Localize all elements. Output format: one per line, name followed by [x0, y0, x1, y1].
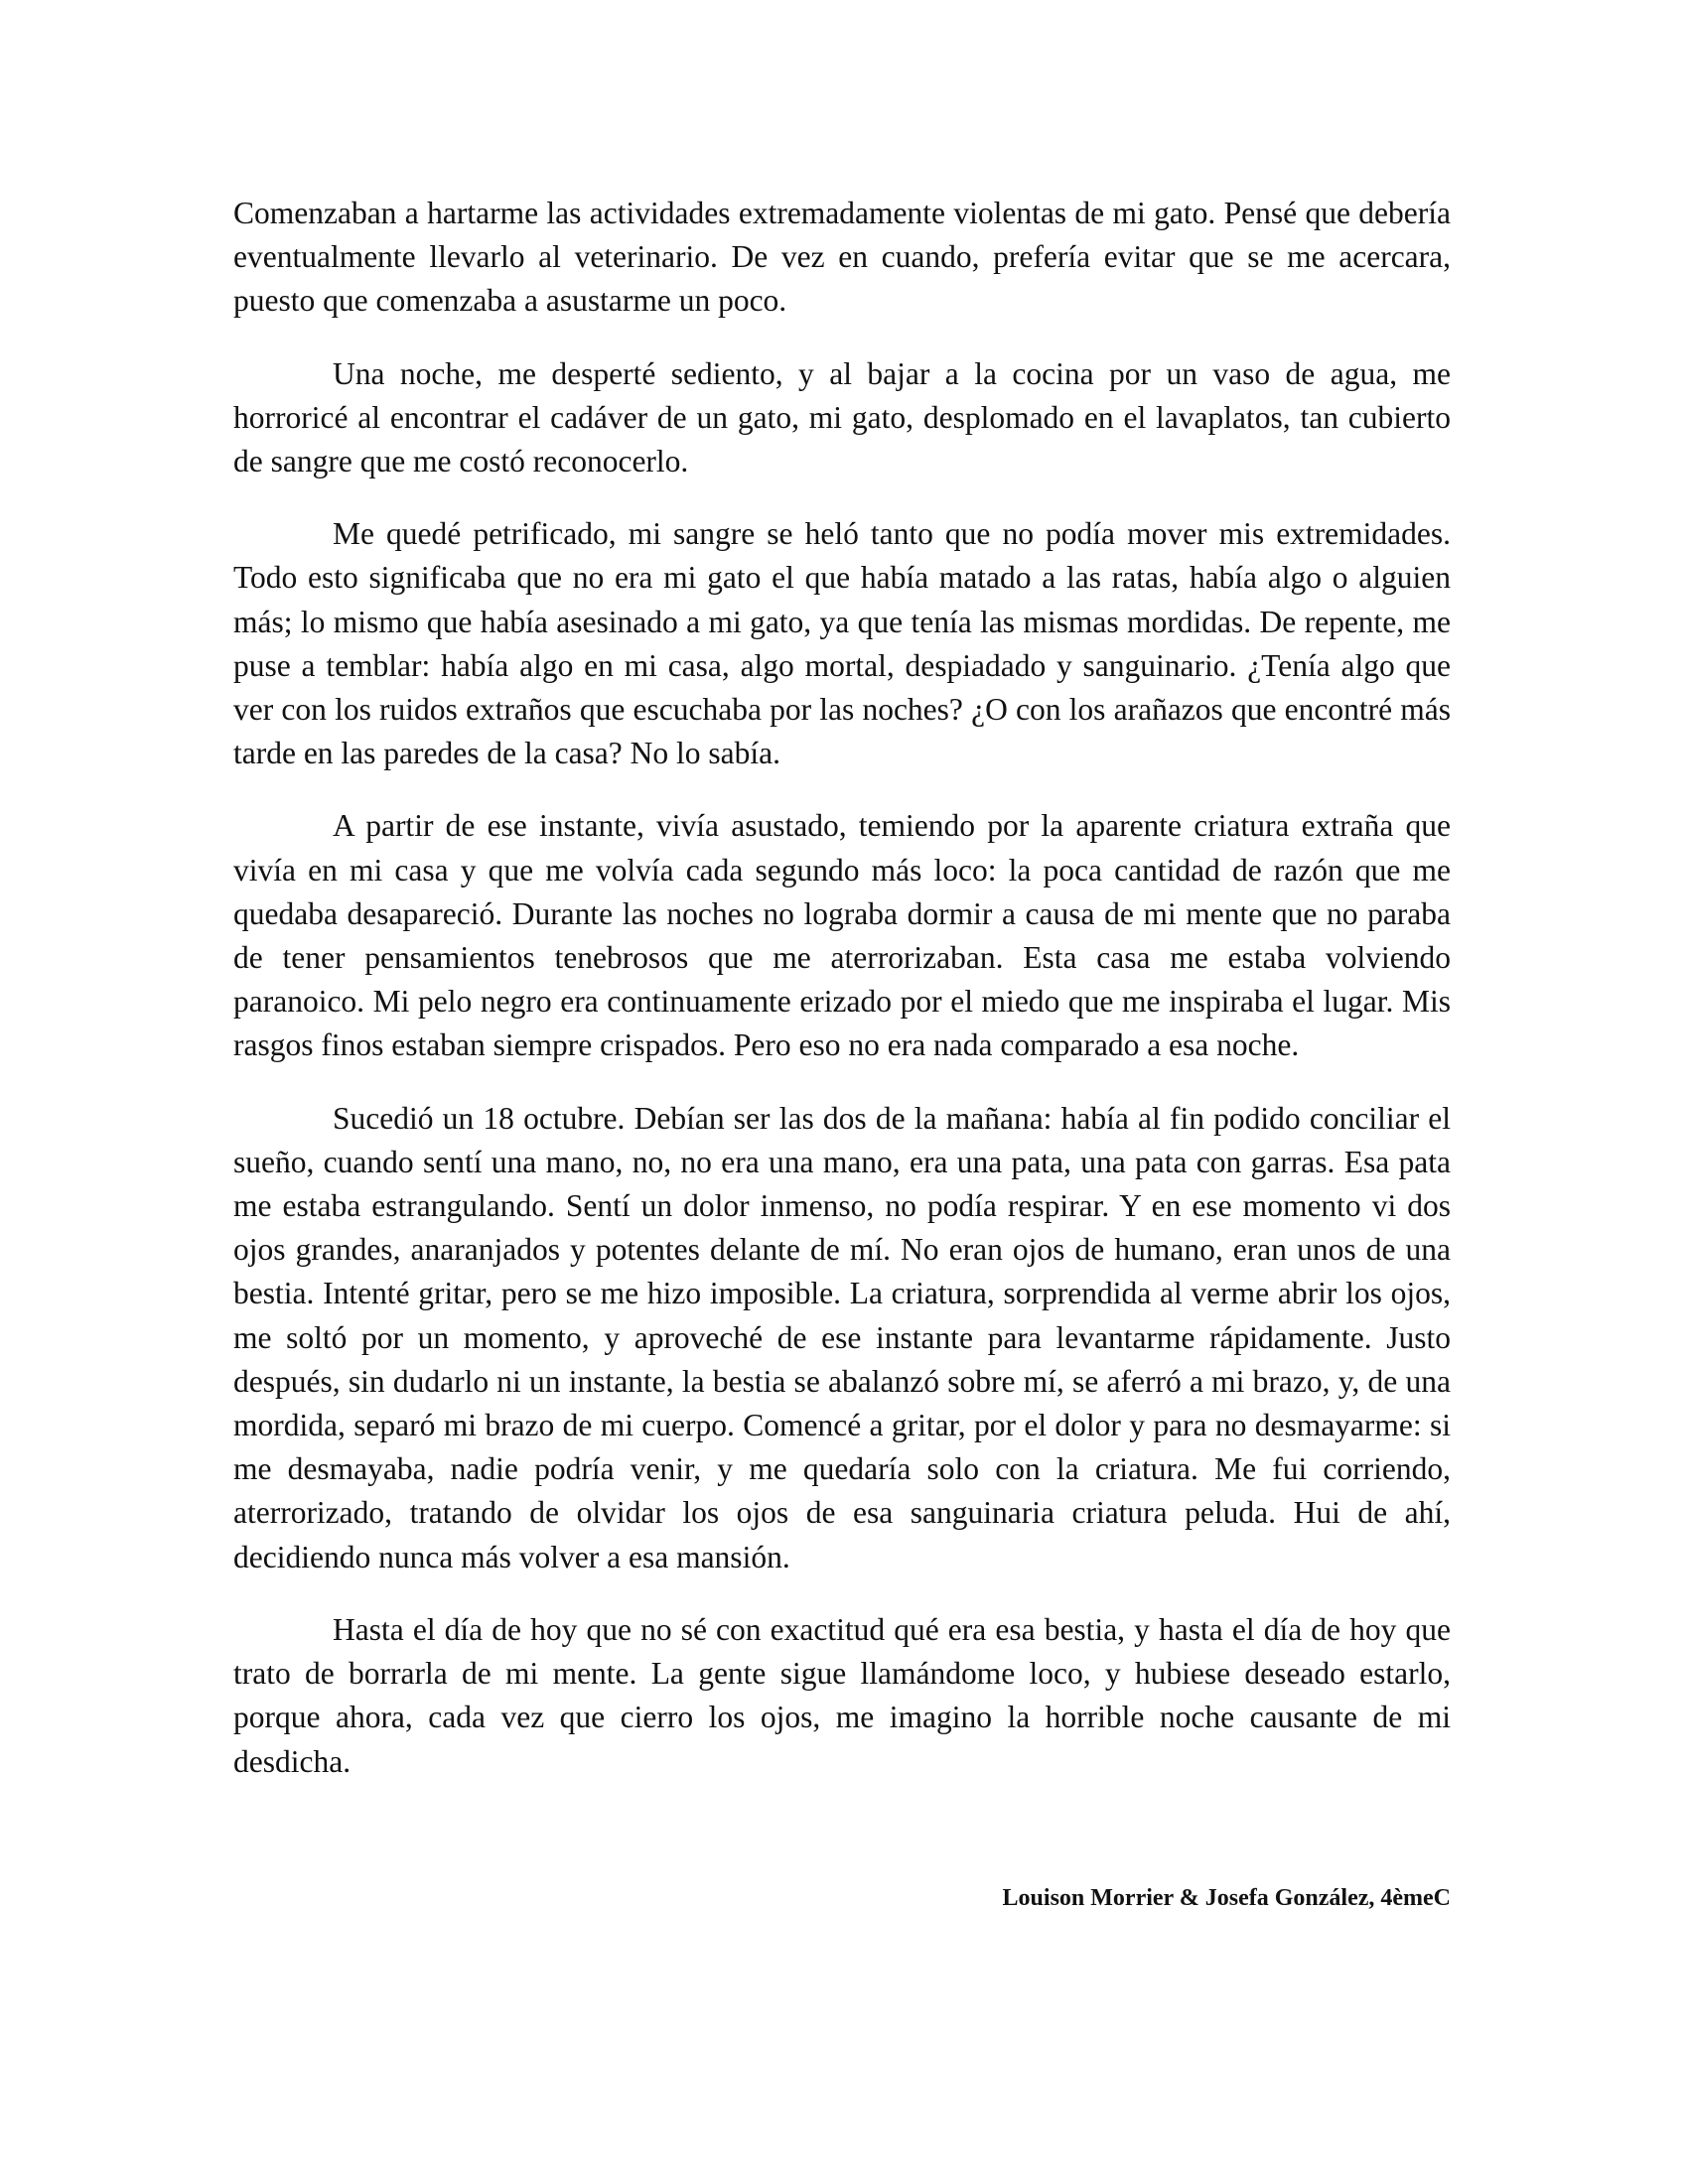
paragraph-4: A partir de ese instante, vivía asustado, temiendo por la aparente criatura extraña que vivía en mi casa y que me volvía cada segundo más loco: la poca cantidad de razón que me quedaba desapareció. Durante las noches no lograba dormir a causa de mi mente que no paraba de tener pensamientos tenebrosos que me aterrorizaban. Esta casa me estaba volviendo paranoico. Mi pelo negro era continuamente erizado por el miedo que me inspiraba el lugar. Mis rasgos finos estaban siempre crispados. Pero eso no era nada comparado a esa noche. — [233, 808, 1451, 1063]
paragraph-2: Una noche, me desperté sediento, y al bajar a la cocina por un vaso de agua, me horroricé al encontrar el cadáver de un gato, mi gato, desplomado en el lavaplatos, tan cubierto de sangre que me costó reconocerlo. — [233, 355, 1451, 479]
paragraph-1: Comenzaban a hartarme las actividades extremadamente violentas de mi gato. Pensé que debería eventualmente llevarlo al veterinario. De vez en cuando, prefería evitar que se me acercara, puesto que comenzaba a asustarme un poco. — [233, 196, 1451, 319]
document-body — [233, 192, 1451, 1813]
paragraph-3: Me quedé petrificado, mi sangre se heló tanto que no podía mover mis extremidades. Todo esto significaba que no era mi gato el que había matado a las ratas, había algo o alguien más; lo mismo que había asesinado a mi gato, ya que tenía las mismas mordidas. De repente, me puse a temblar: había algo en mi casa, algo mortal, despiadado y sanguinario. ¿Tenía algo que ver con los ruidos extraños que escuchaba por las noches? ¿O con los arañazos que encontré más tarde en las paredes de la casa? No lo sabía. — [233, 516, 1451, 771]
paragraph-6: Hasta el día de hoy que no sé con exactitud qué era esa bestia, y hasta el día de hoy que trato de borrarla de mi mente. La gente sigue llamándome loco, y hubiese deseado estarlo, porque ahora, cada vez que cierro los ojos, me imagino la horrible noche causante de mi desdicha. — [233, 1611, 1451, 1779]
paragraph-5: Sucedió un 18 octubre. Debían ser las dos de la mañana: había al fin podido conciliar el sueño, cuando sentí una mano, no, no era una mano, era una pata, una pata con garras. Esa pata me estaba estrangulando. Sentí un dolor inmenso, no podía respirar. Y en ese momento vi dos ojos grandes, anaranjados y potentes delante de mí. No eran ojos de humano, eran unos de una bestia. Intenté gritar, pero se me hizo imposible. La criatura, sorprendida al verme abrir los ojos, me soltó por un momento, y aproveché de ese instante para levantarme rápidamente. Justo después, sin dudarlo ni un instante, la bestia se abalanzó sobre mí, se aferró a mi brazo, y, de una mordida, separó mi brazo de mi cuerpo. Comencé a gritar, por el dolor y para no desmayarme: si me desmayaba, nadie podría venir, y me quedaría solo con la criatura. Me fui corriendo, aterrorizado, tratando de olvidar los ojos de esa sanguinaria criatura peluda. Hui de ahí, decidiendo nunca más volver a esa mansión. — [233, 1100, 1451, 1574]
author-signature: Louison Morrier & Josefa González, 4èmeC — [1002, 1885, 1451, 1911]
